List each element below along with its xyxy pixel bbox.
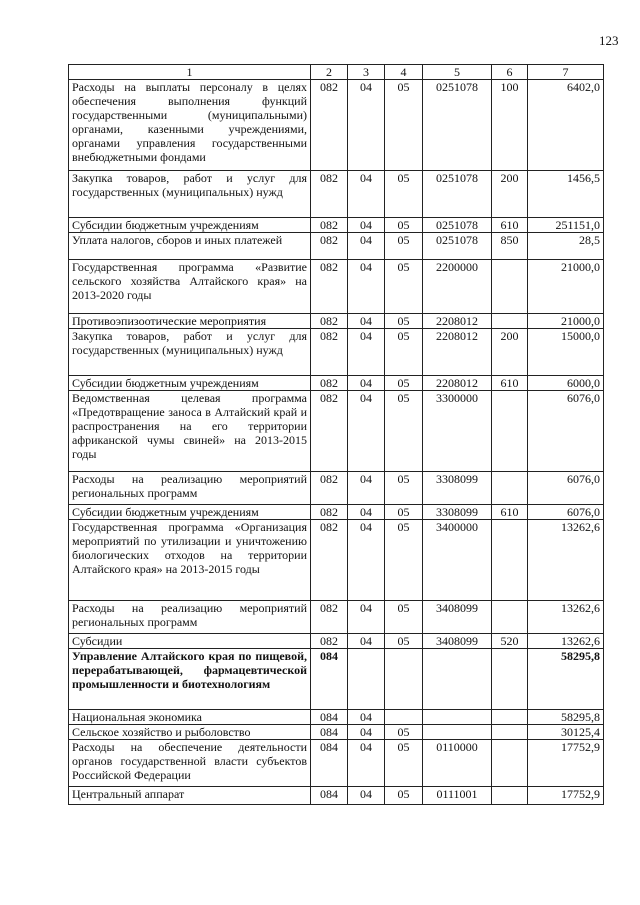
row-expense-type-code: 200 <box>492 329 528 376</box>
row-amount: 30125,4 <box>528 725 604 740</box>
table-row <box>69 472 604 505</box>
row-target-item-code: 2208012 <box>423 314 492 329</box>
row-description: Центральный аппарат <box>69 787 311 805</box>
row-ministry-code: 082 <box>311 260 348 314</box>
column-header: 1 <box>69 65 311 80</box>
row-expense-type-code: 850 <box>492 233 528 260</box>
row-ministry-code: 082 <box>311 505 348 520</box>
row-expense-type-code: 610 <box>492 505 528 520</box>
row-section-code: 04 <box>348 376 385 391</box>
row-description: Государственная программа «Организация мероприятий по утилизации и уничтожению биологических отходов на территории Алтайского края» на 2013-2015 годы <box>69 520 311 601</box>
row-expense-type-code <box>492 472 528 505</box>
row-expense-type-code <box>492 649 528 710</box>
row-amount: 58295,8 <box>528 649 604 710</box>
row-description: Расходы на обеспечение деятельности органов государственной власти субъектов Российской Федерации <box>69 740 311 787</box>
row-amount: 6076,0 <box>528 391 604 472</box>
table-row <box>69 391 604 472</box>
row-description: Субсидии бюджетным учреждениям <box>69 505 311 520</box>
row-ministry-code: 084 <box>311 740 348 787</box>
row-subsection-code: 05 <box>385 260 423 314</box>
row-subsection-code: 05 <box>385 171 423 218</box>
row-subsection-code: 05 <box>385 725 423 740</box>
row-target-item-code: 3400000 <box>423 520 492 601</box>
row-target-item-code: 0251078 <box>423 171 492 218</box>
row-expense-type-code: 610 <box>492 218 528 233</box>
table-row <box>69 505 604 520</box>
row-section-code: 04 <box>348 520 385 601</box>
row-expense-type-code: 200 <box>492 171 528 218</box>
row-description: Управление Алтайского края по пищевой, перерабатывающей, фармацевтической промышленности и биотехнологиям <box>69 649 311 710</box>
row-section-code: 04 <box>348 314 385 329</box>
row-expense-type-code <box>492 601 528 634</box>
row-amount: 6402,0 <box>528 80 604 171</box>
row-subsection-code: 05 <box>385 233 423 260</box>
row-section-code: 04 <box>348 505 385 520</box>
page-number: 123 <box>599 33 619 48</box>
row-amount: 1456,5 <box>528 171 604 218</box>
row-amount: 6000,0 <box>528 376 604 391</box>
table-row <box>69 649 604 710</box>
row-subsection-code: 05 <box>385 80 423 171</box>
row-expense-type-code <box>492 260 528 314</box>
row-expense-type-code <box>492 391 528 472</box>
row-description: Закупка товаров, работ и услуг для государственных (муниципальных) нужд <box>69 329 311 376</box>
row-subsection-code: 05 <box>385 601 423 634</box>
row-subsection-code: 05 <box>385 218 423 233</box>
row-expense-type-code <box>492 725 528 740</box>
table-row <box>69 725 604 740</box>
table-row <box>69 80 604 171</box>
table-row <box>69 171 604 218</box>
row-target-item-code: 2200000 <box>423 260 492 314</box>
row-ministry-code: 084 <box>311 787 348 805</box>
row-amount: 251151,0 <box>528 218 604 233</box>
row-target-item-code <box>423 710 492 725</box>
row-target-item-code: 0251078 <box>423 218 492 233</box>
row-section-code: 04 <box>348 80 385 171</box>
row-ministry-code: 082 <box>311 520 348 601</box>
row-subsection-code: 05 <box>385 634 423 649</box>
row-description: Сельское хозяйство и рыболовство <box>69 725 311 740</box>
column-header: 2 <box>311 65 348 80</box>
row-expense-type-code <box>492 740 528 787</box>
row-ministry-code: 082 <box>311 601 348 634</box>
table-row <box>69 787 604 805</box>
table-row <box>69 520 604 601</box>
row-subsection-code: 05 <box>385 314 423 329</box>
row-amount: 21000,0 <box>528 314 604 329</box>
row-description: Государственная программа «Развитие сельского хозяйства Алтайского края» на 2013-2020 годы <box>69 260 311 314</box>
row-ministry-code: 082 <box>311 218 348 233</box>
row-amount: 17752,9 <box>528 787 604 805</box>
column-header: 4 <box>385 65 423 80</box>
column-header: 3 <box>348 65 385 80</box>
row-ministry-code: 082 <box>311 80 348 171</box>
row-ministry-code: 084 <box>311 649 348 710</box>
row-expense-type-code: 100 <box>492 80 528 171</box>
row-target-item-code: 3308099 <box>423 505 492 520</box>
row-amount: 21000,0 <box>528 260 604 314</box>
row-amount: 13262,6 <box>528 601 604 634</box>
row-ministry-code: 082 <box>311 314 348 329</box>
row-amount: 28,5 <box>528 233 604 260</box>
row-subsection-code: 05 <box>385 505 423 520</box>
row-subsection-code <box>385 649 423 710</box>
table-row <box>69 329 604 376</box>
row-amount: 17752,9 <box>528 740 604 787</box>
row-subsection-code <box>385 710 423 725</box>
table-header-row <box>69 65 604 80</box>
row-target-item-code: 0111001 <box>423 787 492 805</box>
row-ministry-code: 082 <box>311 329 348 376</box>
row-target-item-code: 0251078 <box>423 80 492 171</box>
row-section-code: 04 <box>348 710 385 725</box>
table-row <box>69 740 604 787</box>
table-row <box>69 260 604 314</box>
table-row <box>69 376 604 391</box>
row-target-item-code: 3308099 <box>423 472 492 505</box>
row-target-item-code: 2208012 <box>423 329 492 376</box>
row-description: Субсидии бюджетным учреждениям <box>69 376 311 391</box>
row-amount: 13262,6 <box>528 520 604 601</box>
row-expense-type-code <box>492 520 528 601</box>
row-ministry-code: 082 <box>311 376 348 391</box>
table-row <box>69 314 604 329</box>
row-target-item-code: 0110000 <box>423 740 492 787</box>
row-section-code: 04 <box>348 725 385 740</box>
row-ministry-code: 082 <box>311 233 348 260</box>
row-section-code <box>348 649 385 710</box>
row-subsection-code: 05 <box>385 740 423 787</box>
row-description: Расходы на реализацию мероприятий региональных программ <box>69 472 311 505</box>
row-description: Расходы на реализацию мероприятий региональных программ <box>69 601 311 634</box>
row-amount: 13262,6 <box>528 634 604 649</box>
row-target-item-code <box>423 725 492 740</box>
column-header: 5 <box>423 65 492 80</box>
row-description: Субсидии <box>69 634 311 649</box>
row-description: Уплата налогов, сборов и иных платежей <box>69 233 311 260</box>
row-expense-type-code: 520 <box>492 634 528 649</box>
row-target-item-code <box>423 649 492 710</box>
row-section-code: 04 <box>348 233 385 260</box>
column-header: 7 <box>528 65 604 80</box>
row-section-code: 04 <box>348 171 385 218</box>
row-section-code: 04 <box>348 740 385 787</box>
column-header: 6 <box>492 65 528 80</box>
row-subsection-code: 05 <box>385 329 423 376</box>
row-expense-type-code: 610 <box>492 376 528 391</box>
row-section-code: 04 <box>348 472 385 505</box>
row-section-code: 04 <box>348 601 385 634</box>
row-amount: 58295,8 <box>528 710 604 725</box>
budget-table <box>68 64 604 805</box>
row-ministry-code: 082 <box>311 171 348 218</box>
row-target-item-code: 3408099 <box>423 634 492 649</box>
row-subsection-code: 05 <box>385 472 423 505</box>
row-expense-type-code <box>492 787 528 805</box>
row-target-item-code: 2208012 <box>423 376 492 391</box>
row-amount: 15000,0 <box>528 329 604 376</box>
row-amount: 6076,0 <box>528 505 604 520</box>
row-subsection-code: 05 <box>385 787 423 805</box>
table-row <box>69 634 604 649</box>
row-description: Противоэпизоотические мероприятия <box>69 314 311 329</box>
row-section-code: 04 <box>348 218 385 233</box>
row-description: Закупка товаров, работ и услуг для государственных (муниципальных) нужд <box>69 171 311 218</box>
row-subsection-code: 05 <box>385 376 423 391</box>
row-expense-type-code <box>492 314 528 329</box>
row-amount: 6076,0 <box>528 472 604 505</box>
row-description: Ведомственная целевая программа «Предотвращение заноса в Алтайский край и распространения на его территории африканской чумы свиней» на 2013-2015 годы <box>69 391 311 472</box>
row-section-code: 04 <box>348 391 385 472</box>
row-target-item-code: 3408099 <box>423 601 492 634</box>
row-target-item-code: 3300000 <box>423 391 492 472</box>
row-section-code: 04 <box>348 329 385 376</box>
row-ministry-code: 084 <box>311 710 348 725</box>
row-ministry-code: 082 <box>311 391 348 472</box>
row-target-item-code: 0251078 <box>423 233 492 260</box>
row-ministry-code: 082 <box>311 472 348 505</box>
row-description: Субсидии бюджетным учреждениям <box>69 218 311 233</box>
table-row <box>69 233 604 260</box>
row-section-code: 04 <box>348 634 385 649</box>
row-expense-type-code <box>492 710 528 725</box>
row-description: Расходы на выплаты персоналу в целях обеспечения выполнения функций государственными (муниципальными) органами, казенными учреждениями, органами управления государственными внебюджетными фондами <box>69 80 311 171</box>
row-section-code: 04 <box>348 260 385 314</box>
row-subsection-code: 05 <box>385 391 423 472</box>
row-ministry-code: 084 <box>311 725 348 740</box>
row-ministry-code: 082 <box>311 634 348 649</box>
row-subsection-code: 05 <box>385 520 423 601</box>
table-row <box>69 218 604 233</box>
row-description: Национальная экономика <box>69 710 311 725</box>
row-section-code: 04 <box>348 787 385 805</box>
table-row <box>69 710 604 725</box>
table-row <box>69 601 604 634</box>
